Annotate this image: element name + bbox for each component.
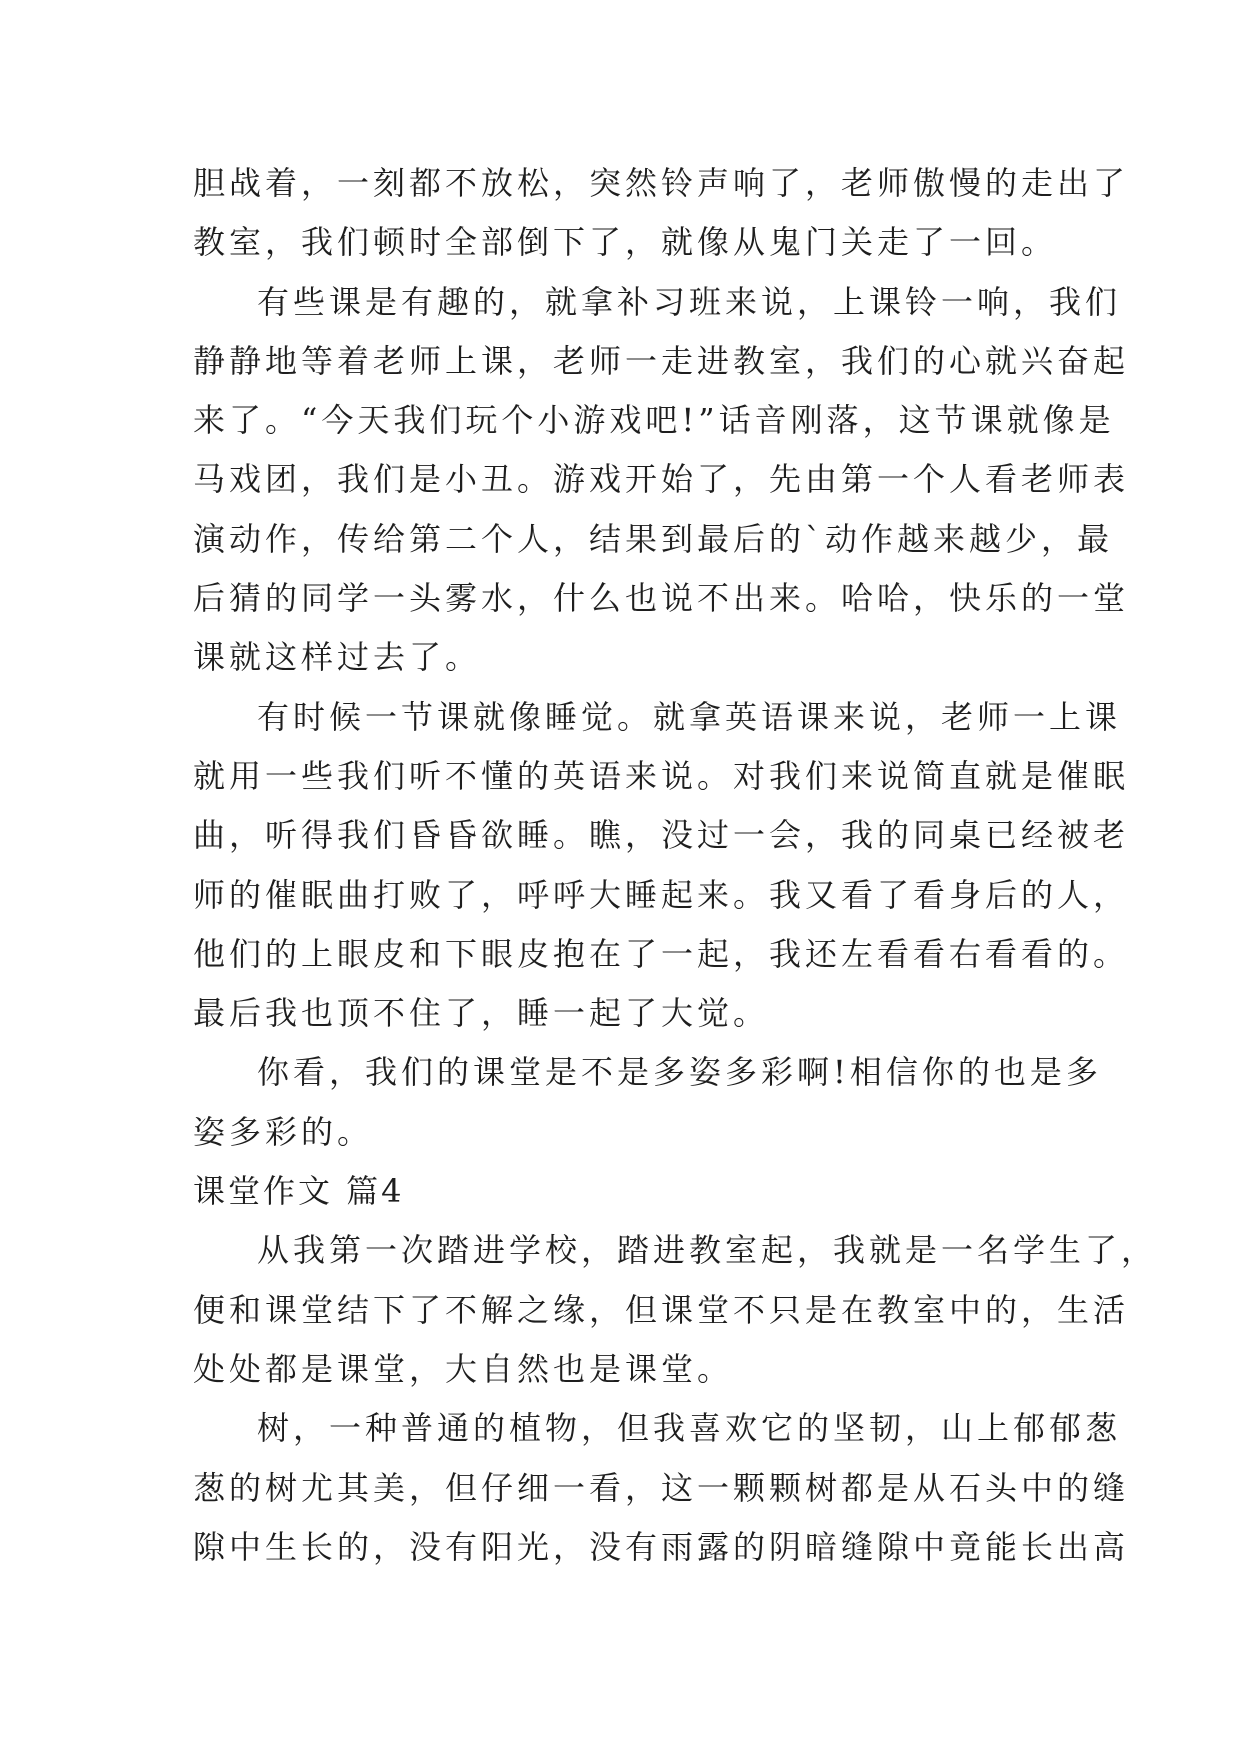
- text-line: 树，一种普通的植物，但我喜欢它的坚韧，山上郁郁葱: [257, 1409, 1122, 1448]
- text-line: 有些课是有趣的，就拿补习班来说，上课铃一响，我们: [257, 282, 1122, 321]
- text-line: 从我第一次踏进学校，踏进教室起，我就是一名学生了，: [257, 1231, 1158, 1270]
- text-line: 师的催眠曲打败了，呼呼大睡起来。我又看了看身后的人，: [193, 875, 1130, 914]
- text-line: 就用一些我们听不懂的英语来说。对我们来说简直就是催眠: [193, 756, 1130, 795]
- text-line: 你看，我们的课堂是不是多姿多彩啊!相信你的也是多: [257, 1053, 1102, 1092]
- text-line: 演动作，传给第二个人，结果到最后的`动作越来越少，最: [193, 519, 1114, 558]
- text-line: 处处都是课堂，大自然也是课堂。: [193, 1349, 734, 1388]
- section-heading: 课堂作文 篇4: [193, 1172, 405, 1211]
- text-line: 来了。“今天我们玩个小游戏吧!”话音刚落，这节课就像是: [193, 401, 1115, 440]
- text-line: 马戏团，我们是小丑。游戏开始了，先由第一个人看老师表: [193, 460, 1130, 499]
- text-line: 课就这样过去了。: [193, 638, 482, 677]
- text-line: 后猜的同学一头雾水，什么也说不出来。哈哈，快乐的一堂: [193, 579, 1130, 618]
- text-line: 教室，我们顿时全部倒下了，就像从鬼门关走了一回。: [193, 223, 1058, 262]
- text-line: 葱的树尤其美，但仔细一看，这一颗颗树都是从石头中的缝: [193, 1468, 1130, 1507]
- text-line: 隙中生长的，没有阳光，没有雨露的阴暗缝隙中竟能长出高: [193, 1527, 1130, 1566]
- text-line: 最后我也顶不住了，睡一起了大觉。: [193, 994, 770, 1033]
- text-line: 便和课堂结下了不解之缘，但课堂不只是在教室中的，生活: [193, 1290, 1130, 1329]
- text-line: 姿多彩的。: [193, 1112, 374, 1151]
- text-line: 曲，听得我们昏昏欲睡。瞧，没过一会，我的同桌已经被老: [193, 816, 1130, 855]
- text-line: 有时候一节课就像睡觉。就拿英语课来说，老师一上课: [257, 697, 1122, 736]
- document-body: [193, 154, 1158, 1577]
- text-line: 静静地等着老师上课，老师一走进教室，我们的心就兴奋起: [193, 341, 1130, 380]
- text-line: 他们的上眼皮和下眼皮抱在了一起，我还左看看右看看的。: [193, 934, 1130, 973]
- text-line: 胆战着，一刻都不放松，突然铃声响了，老师傲慢的走出了: [193, 164, 1130, 202]
